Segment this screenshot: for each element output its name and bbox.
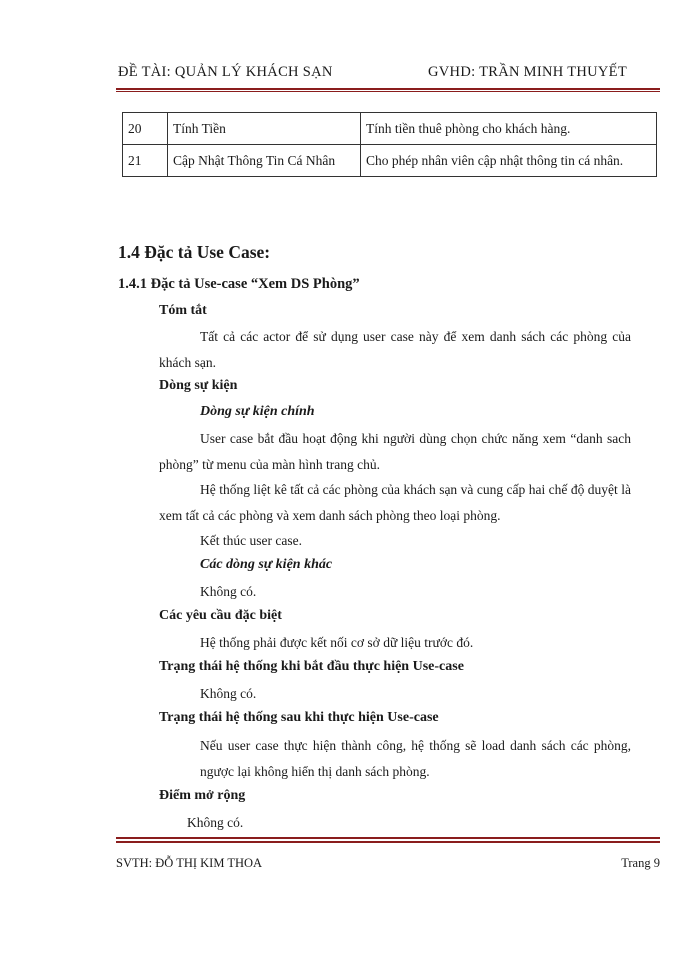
page-number: Trang 9 — [621, 856, 660, 870]
footer-rule-thin — [116, 837, 660, 839]
extension-label: Điểm mở rộng — [159, 788, 246, 803]
row-name: Cập Nhật Thông Tin Cá Nhân — [168, 145, 361, 177]
table-row — [123, 113, 657, 145]
precondition-label: Trạng thái hệ thống khi bắt đầu thực hiện Use-case — [159, 659, 464, 674]
main-flow-paragraph-1: User case bắt đầu hoạt động khi người dùng chọn chức năng xem “danh sach phòng” từ menu của màn hình trang chủ. — [159, 431, 631, 472]
alt-flow-label: Các dòng sự kiện khác — [200, 557, 333, 572]
extension-text: Không có. — [187, 815, 244, 830]
table-row — [123, 145, 657, 177]
alt-flow-text: Không có. — [200, 584, 257, 599]
postcondition-text: Nếu user case thực hiện thành công, hệ thống sẽ load danh sách các phòng, ngược lại không hiển thị danh sách phòng. — [200, 738, 631, 779]
header-topic: ĐỀ TÀI: QUẢN LÝ KHÁCH SẠN — [118, 64, 333, 80]
footer-rule — [116, 841, 660, 843]
summary-text: Tất cả các actor để sử dụng user case này để xem danh sách các phòng của khách sạn. — [159, 329, 631, 370]
main-flow-paragraph-3: Kết thúc user case. — [200, 533, 302, 548]
header-rule — [116, 88, 660, 90]
row-number: 20 — [123, 113, 168, 145]
special-requirements-label: Các yêu cầu đặc biệt — [159, 608, 282, 623]
section-heading: 1.4 Đặc tả Use Case: — [118, 242, 271, 262]
header-rule-thin — [116, 91, 660, 92]
summary-label: Tóm tắt — [159, 303, 207, 318]
function-table — [122, 112, 657, 177]
row-description: Tính tiền thuê phòng cho khách hàng. — [361, 113, 657, 145]
special-requirements-text: Hệ thống phải được kết nối cơ sở dữ liệu trước đó. — [200, 635, 474, 650]
main-flow-paragraph-2: Hệ thống liệt kê tất cả các phòng của khách sạn và cung cấp hai chế độ duyệt là xem tất cả các phòng và xem danh sách phòng theo loại phòng. — [159, 482, 631, 523]
subsection-heading: 1.4.1 Đặc tả Use-case “Xem DS Phòng” — [118, 276, 360, 292]
row-name: Tính Tiền — [168, 113, 361, 145]
header-advisor: GVHD: TRẦN MINH THUYẾT — [428, 64, 627, 80]
flow-label: Dòng sự kiện — [159, 378, 238, 393]
main-flow-label: Dòng sự kiện chính — [200, 404, 315, 419]
row-description: Cho phép nhân viên cập nhật thông tin cá nhân. — [361, 145, 657, 177]
footer-student: SVTH: ĐỖ THỊ KIM THOA — [116, 856, 263, 870]
row-number: 21 — [123, 145, 168, 177]
precondition-text: Không có. — [200, 686, 257, 701]
postcondition-label: Trạng thái hệ thống sau khi thực hiện Use-case — [159, 710, 439, 725]
